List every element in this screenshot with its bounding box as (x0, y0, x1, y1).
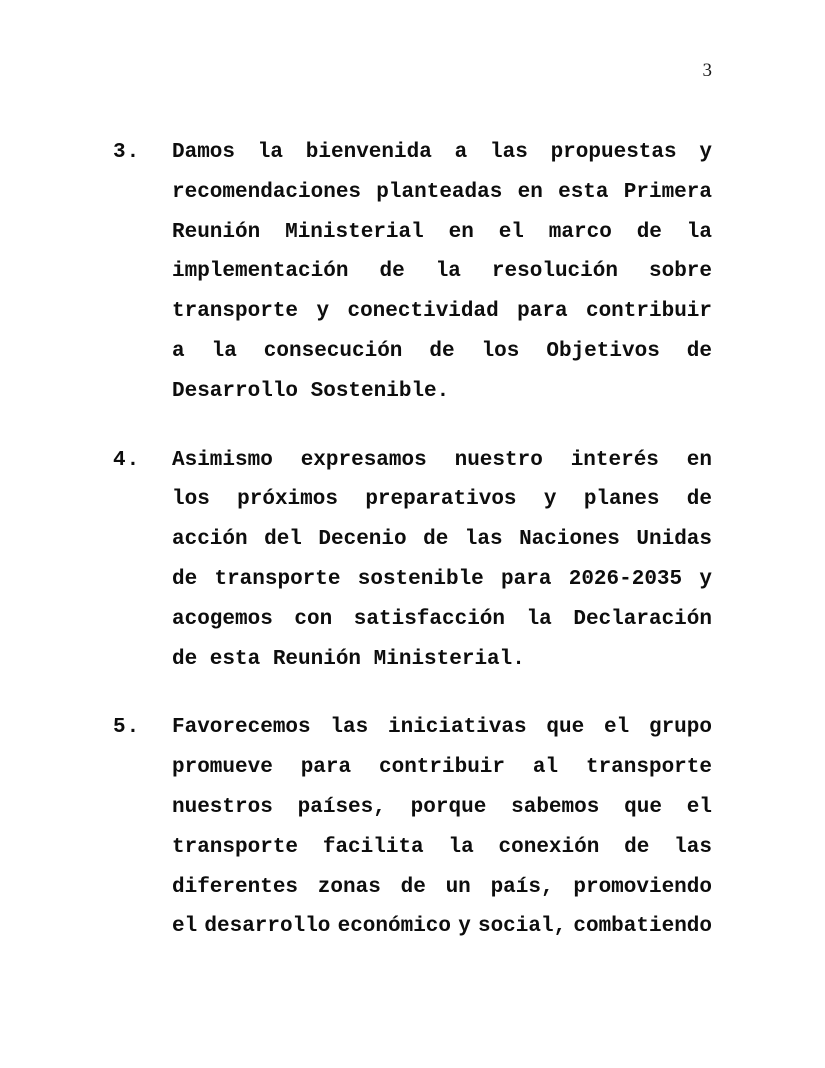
paragraph-list (113, 133, 712, 947)
paragraph-number: 3. (113, 141, 141, 164)
numbered-paragraph (113, 133, 712, 412)
numbered-paragraph (113, 441, 712, 680)
text-line: de esta Reunión Ministerial. (172, 647, 525, 671)
text-line: promueve para contribuir al transporte (172, 756, 712, 780)
text-line: acción del Decenio de las Naciones Unidas (172, 528, 712, 552)
text-line: Favorecemos las iniciativas que el grupo (172, 716, 712, 740)
text-line: acogemos con satisfacción la Declaración (172, 607, 712, 631)
numbered-paragraph (113, 708, 712, 947)
page-number: 3 (702, 60, 712, 81)
text-line: diferentes zonas de un país, promoviendo (172, 875, 712, 899)
text-line: los próximos preparativos y planes de (172, 488, 712, 512)
text-line: Desarrollo Sostenible. (172, 379, 450, 403)
paragraph-lines (172, 133, 712, 412)
text-line: a la consecución de los Objetivos de (172, 339, 712, 363)
text-line: de transporte sostenible para 2026-2035 y (172, 567, 712, 591)
text-line: Asimismo expresamos nuestro interés en (172, 448, 712, 472)
text-line: recomendaciones planteadas en esta Primera (172, 180, 712, 204)
text-line: transporte y conectividad para contribuir (172, 300, 712, 324)
text-line: Damos la bienvenida a las propuestas y (172, 141, 712, 164)
text-line: transporte facilita la conexión de las (172, 835, 712, 859)
paragraph-lines (172, 708, 712, 947)
paragraph-number: 5. (113, 716, 141, 740)
text-line: el desarrollo económico y social, combatiendo (172, 915, 712, 939)
paragraph-number: 4. (113, 448, 141, 472)
paragraph-lines (172, 441, 712, 680)
text-line: implementación de la resolución sobre (172, 260, 712, 284)
text-line: Reunión Ministerial en el marco de la (172, 220, 712, 244)
text-line: nuestros países, porque sabemos que el (172, 795, 712, 819)
